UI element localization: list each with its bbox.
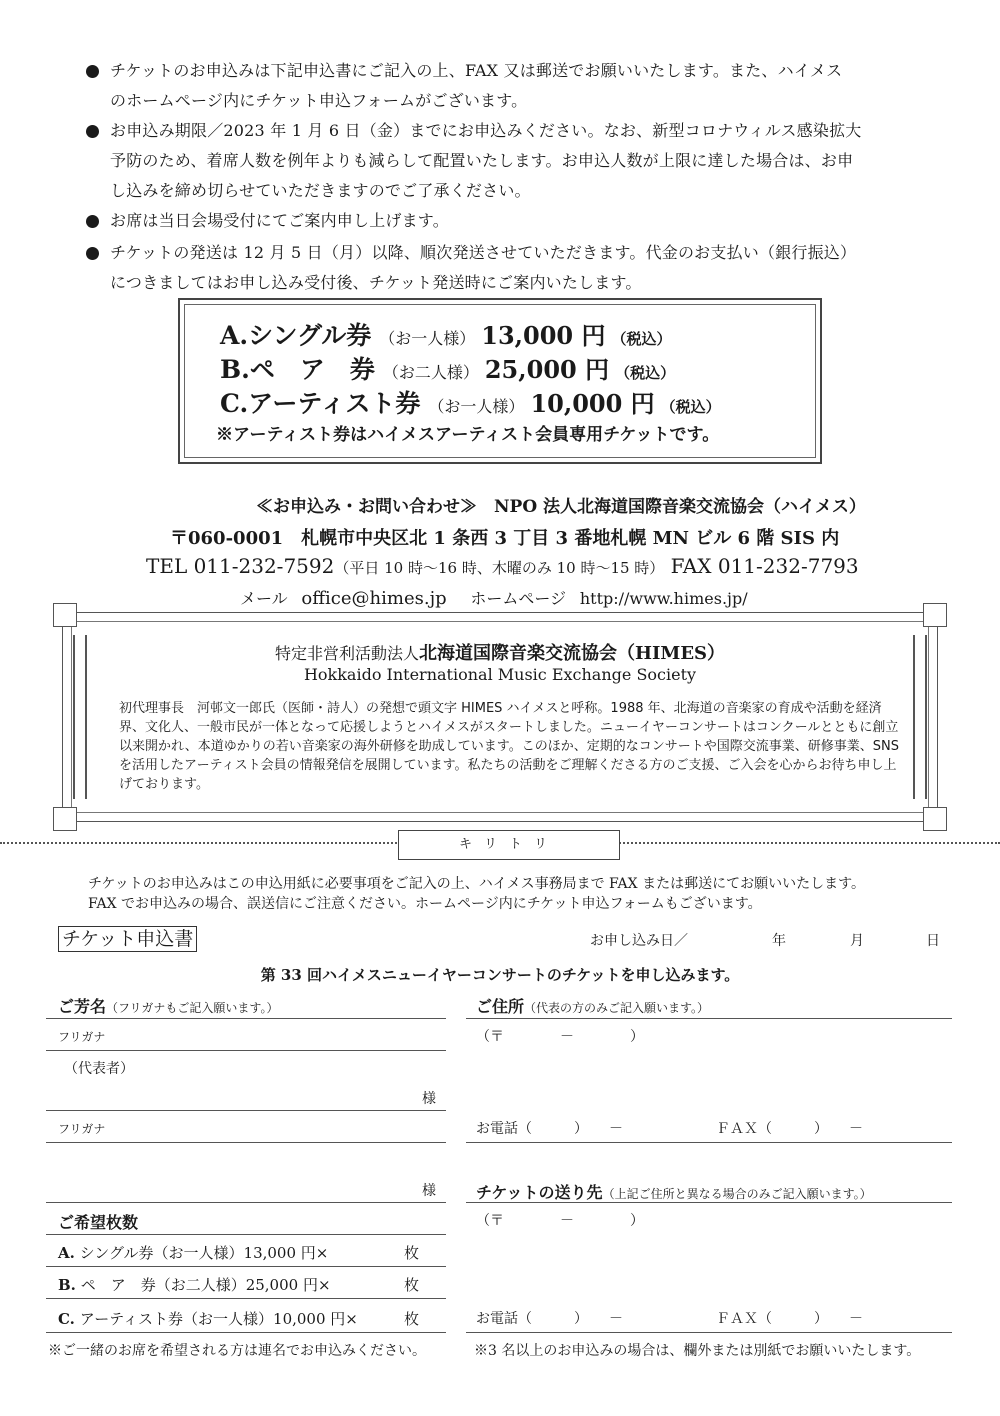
order-field-c[interactable] bbox=[46, 1332, 446, 1333]
ticket-who: （お二人様） bbox=[382, 363, 479, 382]
furigana-label: フリガナ bbox=[58, 1030, 106, 1044]
note-right: ※3 名以上のお申込みの場合は、欄外または別紙でお願いいたします。 bbox=[474, 1343, 921, 1359]
intro-line: FAX でお申込みの場合、誤送信にご注意ください。ホームページ内にチケット申込フォームもございます。 bbox=[88, 896, 762, 912]
price-line bbox=[220, 316, 671, 352]
divider bbox=[46, 1018, 446, 1019]
order-cap: A. bbox=[58, 1244, 75, 1262]
intro-line: チケットのお申込みはこの申込用紙に必要事項をご記入の上、ハイメス事務局まで FAX または郵送にてお願いいたします。 bbox=[88, 876, 865, 892]
phone-field[interactable]: お電話（ ） － bbox=[476, 1121, 623, 1137]
postal-field[interactable]: （〒 － ） bbox=[476, 1029, 644, 1045]
bullet-icon bbox=[86, 247, 99, 260]
name-field[interactable] bbox=[46, 1202, 446, 1203]
postal-field[interactable]: （〒 － ） bbox=[476, 1213, 644, 1229]
order-label: ペ ア 券（お二人様）25,000 円× bbox=[80, 1276, 331, 1294]
ticket-name: A.シングル券 bbox=[220, 321, 372, 350]
ticket-amount: 13,000 円 bbox=[481, 321, 606, 350]
ticket-who: （お一人様） bbox=[379, 329, 476, 348]
contact-tel: TEL 011-232-7592 bbox=[146, 554, 335, 578]
frame-corner bbox=[53, 603, 77, 627]
bullet-icon bbox=[86, 215, 99, 228]
frame-corner bbox=[53, 807, 77, 831]
ticket-tax: （税込） bbox=[660, 398, 721, 416]
frame-corner bbox=[923, 603, 947, 627]
order-unit: 枚 bbox=[404, 1276, 420, 1294]
price-line bbox=[220, 384, 721, 420]
org-description: 初代理事長 河邨文一郎氏（医師・詩人）の発想で頭文字 HIMES ハイメスと呼称。1988 年、北海道の音楽家の育成や活動を経済界、文化人、一般市民が一体となって応援しようとハイメスがスタートしました。ニューイヤーコンサートはコンクールとともに創立以来開かれ、本道ゆかりの若い音楽家の海外研修を助成しています。このほか、定期的なコンサートや国際交流事業、研修事業、SNS を活用したアーティスト会員の情報発信を展開しています。私たちの活動をご理解くださる方のご支援、ご入会を心からお待ち申し上げております。 bbox=[119, 701, 899, 792]
divider bbox=[466, 1202, 952, 1203]
ticket-tax: （税込） bbox=[615, 364, 676, 382]
divider bbox=[46, 1234, 446, 1235]
bullet-line: 予防のため、着席人数を例年よりも減らして配置いたします。お申込人数が上限に達した場合は、お申 bbox=[110, 151, 854, 170]
org-title: 北海道国際音楽交流協会（HIMES） bbox=[418, 643, 726, 664]
order-field-a[interactable] bbox=[46, 1266, 446, 1267]
order-label: シングル券（お一人様）13,000 円× bbox=[79, 1244, 329, 1262]
apply-date-day: 日 bbox=[926, 933, 940, 949]
furigana-field[interactable] bbox=[46, 1050, 446, 1051]
address-field[interactable] bbox=[466, 1332, 952, 1333]
name-section-title: ご芳名 bbox=[58, 997, 107, 1016]
apply-date-label: お申し込み日／ bbox=[590, 933, 688, 949]
contact-title: ≪お申込み・お問い合わせ≫ NPO 法人北海道国際音楽交流協会（ハイメス） bbox=[256, 497, 866, 517]
sendto-section-title: チケットの送り先 bbox=[476, 1183, 603, 1202]
bullet-line: お申込み期限／2023 年 1 月 6 日（金）までにお申込みください。なお、新型コロナウィルス感染拡大 bbox=[110, 121, 862, 140]
fax-field[interactable]: ＦＡＸ（ ） － bbox=[716, 1121, 863, 1137]
order-cap: B. bbox=[58, 1276, 76, 1294]
frame-corner bbox=[923, 807, 947, 831]
bullet-item bbox=[86, 238, 916, 298]
note-left: ※ご一緒のお席を希望される方は連名でお申込みください。 bbox=[48, 1343, 426, 1359]
sama-label: 様 bbox=[422, 1183, 436, 1199]
price-line bbox=[220, 350, 675, 386]
sendto-section bbox=[476, 1180, 872, 1203]
bullet-item bbox=[86, 116, 916, 206]
contact-address: 〒060-0001 札幌市中央区北 1 条西 3 丁目 3 番地札幌 MN ビル 6 階 SIS 内 bbox=[170, 528, 840, 549]
mail-link[interactable]: office@himes.jp bbox=[301, 588, 447, 609]
bullet-line: チケットのお申込みは下記申込書にご記入の上、FAX 又は郵送でお願いいたします。また、ハイメス bbox=[110, 61, 843, 80]
contact-web-line bbox=[240, 586, 748, 609]
org-prefix: 特定非営利活動法人 bbox=[274, 644, 419, 663]
ticket-name: C.アーティスト券 bbox=[220, 389, 421, 418]
form-title: チケット申込書 bbox=[58, 926, 197, 952]
order-field-b[interactable] bbox=[46, 1298, 446, 1299]
count-section-title: ご希望枚数 bbox=[58, 1213, 139, 1232]
address-field[interactable] bbox=[466, 1142, 952, 1143]
cut-label: キリトリ bbox=[398, 830, 620, 860]
price-note: ※アーティスト券はハイメスアーティスト会員専用チケットです。 bbox=[216, 425, 720, 445]
fax-field[interactable]: ＦＡＸ（ ） － bbox=[716, 1311, 863, 1327]
order-row-b bbox=[58, 1274, 331, 1295]
bullet-line: し込みを締め切らせていただきますのでご了承ください。 bbox=[110, 181, 531, 200]
bullet-item bbox=[86, 206, 916, 236]
name-section bbox=[58, 994, 278, 1017]
contact-hours: （平日 10 時～16 時、木曜のみ 10 時～15 時） bbox=[334, 559, 665, 577]
bullet-icon bbox=[86, 65, 99, 78]
ticket-amount: 25,000 円 bbox=[484, 355, 610, 384]
bullet-line: チケットの発送は 12 月 5 日（月）以降、順次発送させていただきます。代金のお支払い（銀行振込） bbox=[110, 243, 857, 262]
bullet-icon bbox=[86, 125, 99, 138]
sama-label: 様 bbox=[422, 1091, 436, 1107]
divider bbox=[466, 1018, 952, 1019]
form-heading: 第 33 回ハイメスニューイヤーコンサートのチケットを申し込みます。 bbox=[260, 966, 740, 984]
web-label: ホームページ bbox=[470, 589, 567, 608]
furigana-field[interactable] bbox=[46, 1142, 446, 1143]
apply-date-month: 月 bbox=[850, 933, 864, 949]
apply-date-year: 年 bbox=[772, 933, 786, 949]
ticket-tax: （税込） bbox=[611, 330, 672, 348]
representative-label: （代表者） bbox=[64, 1061, 134, 1077]
furigana-label: フリガナ bbox=[58, 1122, 106, 1136]
order-unit: 枚 bbox=[404, 1310, 420, 1328]
order-row-c bbox=[58, 1308, 358, 1329]
ticket-amount: 10,000 円 bbox=[530, 389, 655, 418]
form-intro bbox=[88, 874, 948, 914]
org-name bbox=[63, 639, 937, 665]
web-link[interactable]: http://www.himes.jp/ bbox=[579, 589, 748, 608]
bullet-item bbox=[86, 56, 916, 116]
org-frame bbox=[62, 612, 938, 822]
ticket-name: B.ペ ア 券 bbox=[220, 355, 375, 384]
sendto-section-note: （上記ご住所と異なる場合のみご記入願います。） bbox=[602, 1187, 872, 1201]
order-row-a bbox=[58, 1242, 328, 1263]
bullet-line: のホームページ内にチケット申込フォームがございます。 bbox=[110, 91, 528, 110]
name-section-note: （フリガナもご記入願います。） bbox=[106, 1001, 279, 1015]
org-english: Hokkaido International Music Exchange Society bbox=[303, 665, 697, 684]
order-unit: 枚 bbox=[404, 1244, 420, 1262]
contact-phone-line bbox=[146, 554, 859, 578]
address-section-note: （代表の方のみご記入願います。） bbox=[524, 1001, 710, 1015]
bullet-line: お席は当日会場受付にてご案内申し上げます。 bbox=[110, 211, 449, 230]
phone-field[interactable]: お電話（ ） － bbox=[476, 1311, 623, 1327]
address-section-title: ご住所 bbox=[476, 997, 525, 1016]
price-box bbox=[178, 298, 822, 464]
name-field[interactable] bbox=[46, 1110, 446, 1111]
bullet-line: につきましてはお申し込み受付後、チケット発送時にご案内いたします。 bbox=[110, 273, 642, 292]
order-label: アーティスト券（お一人様）10,000 円× bbox=[79, 1310, 358, 1328]
contact-fax: FAX 011-232-7793 bbox=[670, 554, 859, 578]
mail-label: メール bbox=[240, 589, 288, 608]
order-cap: C. bbox=[58, 1310, 75, 1328]
ticket-who: （お一人様） bbox=[428, 397, 525, 416]
address-section bbox=[476, 994, 709, 1017]
